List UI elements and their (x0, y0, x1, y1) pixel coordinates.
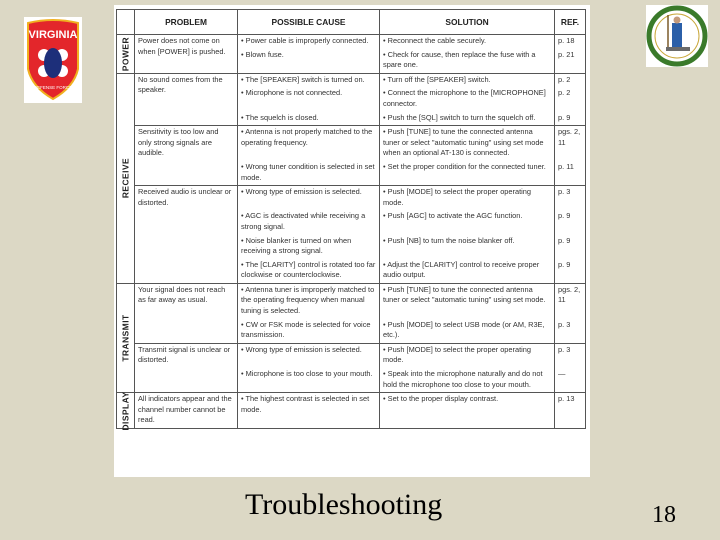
virginia-defense-force-logo (24, 17, 82, 103)
cause-cell: • Wrong tuner condition is selected in set mode. (238, 161, 380, 186)
cause-cell: • AGC is deactivated while receiving a strong signal. (238, 210, 380, 234)
solution-cell: • Push [NB] to turn the noise blanker off. (380, 235, 555, 259)
header-cause: POSSIBLE CAUSE (238, 10, 380, 35)
cause-cell: • Microphone is not connected. (238, 87, 380, 111)
ref-cell: p. 21 (555, 49, 586, 74)
ref-cell: p. 9 (555, 210, 586, 234)
solution-cell: • Push [AGC] to activate the AGC function. (380, 210, 555, 234)
cause-cell: • Antenna tuner is improperly matched to the operating frequency when manual tuning is selected. (238, 283, 380, 318)
virginia-state-seal (646, 5, 708, 67)
solution-cell: • Push [TUNE] to tune the connected antenna tuner or select "automatic tuning" using set mode when an optional AT-130 is connected. (380, 126, 555, 161)
solution-cell: • Set to the proper display contrast. (380, 393, 555, 429)
svg-text:VIRGINIA: VIRGINIA (28, 29, 78, 41)
header-solution: SOLUTION (380, 10, 555, 35)
ref-cell: p. 3 (555, 319, 586, 344)
section-label-receive (117, 73, 135, 283)
ref-cell: p. 3 (555, 343, 586, 368)
slide-title: Troubleshooting (245, 488, 443, 521)
solution-cell: • Push [MODE] to select USB mode (or AM, R3E, etc.). (380, 319, 555, 344)
cause-cell: • Blown fuse. (238, 49, 380, 74)
solution-cell: • Check for cause, then replace the fuse with a spare one. (380, 49, 555, 74)
ref-cell: p. 18 (555, 35, 586, 49)
cause-cell: • The highest contrast is selected in set mode. (238, 393, 380, 429)
ref-cell: pgs. 2, 11 (555, 283, 586, 318)
cause-cell: • Antenna is not properly matched to the operating frequency. (238, 126, 380, 161)
ref-cell: p. 3 (555, 186, 586, 211)
cause-cell: • Power cable is improperly connected. (238, 35, 380, 49)
header-ref: REF. (555, 10, 586, 35)
troubleshooting-table-image (114, 5, 590, 477)
section-label-text: POWER (120, 36, 131, 71)
section-label-text: RECEIVE (120, 158, 131, 199)
problem-cell: No sound comes from the speaker. (135, 73, 238, 125)
cause-cell: • Microphone is too close to your mouth. (238, 368, 380, 393)
section-label-text: TRANSMIT (120, 314, 131, 362)
table-row (117, 35, 586, 49)
solution-cell: • Push [MODE] to select the proper operating mode. (380, 343, 555, 368)
cause-cell: • Wrong type of emission is selected. (238, 186, 380, 211)
ref-cell: pgs. 2, 11 (555, 126, 586, 161)
troubleshooting-table (116, 9, 586, 429)
section-label-power (117, 35, 135, 74)
section-label-text: DISPLAY (120, 391, 131, 431)
header-section (117, 10, 135, 35)
problem-cell: Sensitivity is too low and only strong signals are audible. (135, 126, 238, 186)
solution-cell: • Connect the microphone to the [MICROPHONE] connector. (380, 87, 555, 111)
table-row (117, 393, 586, 429)
problem-cell: All indicators appear and the channel number cannot be read. (135, 393, 238, 429)
table-row (117, 186, 586, 211)
solution-cell: • Turn off the [SPEAKER] switch. (380, 73, 555, 87)
cause-cell: • Noise blanker is turned on when receiving a strong signal. (238, 235, 380, 259)
solution-cell: • Reconnect the cable securely. (380, 35, 555, 49)
problem-cell: Transmit signal is unclear or distorted. (135, 343, 238, 392)
ref-cell: p. 9 (555, 259, 586, 284)
solution-cell: • Adjust the [CLARITY] control to receive proper audio output. (380, 259, 555, 284)
cause-cell: • CW or FSK mode is selected for voice transmission. (238, 319, 380, 344)
cause-cell: • Wrong type of emission is selected. (238, 343, 380, 368)
page-number: 18 (652, 502, 676, 528)
svg-text:DEFENSE FORCE: DEFENSE FORCE (33, 85, 73, 90)
ref-cell: p. 11 (555, 161, 586, 186)
ref-cell: p. 2 (555, 73, 586, 87)
solution-cell: • Push [TUNE] to tune the connected antenna tuner or select "automatic tuning" using set mode. (380, 283, 555, 318)
solution-cell: • Push [MODE] to select the proper operating mode. (380, 186, 555, 211)
solution-cell: • Speak into the microphone naturally and do not hold the microphone too close to your mouth. (380, 368, 555, 393)
cause-cell: • The [CLARITY] control is rotated too far clockwise or counterclockwise. (238, 259, 380, 284)
problem-cell: Power does not come on when [POWER] is pushed. (135, 35, 238, 74)
section-label-transmit (117, 283, 135, 392)
problem-cell: Received audio is unclear or distorted. (135, 186, 238, 284)
ref-cell: p. 9 (555, 235, 586, 259)
ref-cell: p. 13 (555, 393, 586, 429)
header-problem: PROBLEM (135, 10, 238, 35)
ref-cell: — (555, 368, 586, 393)
problem-cell: Your signal does not reach as far away as usual. (135, 283, 238, 343)
section-label-display (117, 393, 135, 429)
solution-cell: • Push the [SQL] switch to turn the squelch off. (380, 112, 555, 126)
ref-cell: p. 9 (555, 112, 586, 126)
ref-cell: p. 2 (555, 87, 586, 111)
table-row (117, 126, 586, 161)
table-row (117, 283, 586, 318)
table-row (117, 343, 586, 368)
cause-cell: • The squelch is closed. (238, 112, 380, 126)
table-row (117, 73, 586, 87)
solution-cell: • Set the proper condition for the connected tuner. (380, 161, 555, 186)
cause-cell: • The [SPEAKER] switch is turned on. (238, 73, 380, 87)
